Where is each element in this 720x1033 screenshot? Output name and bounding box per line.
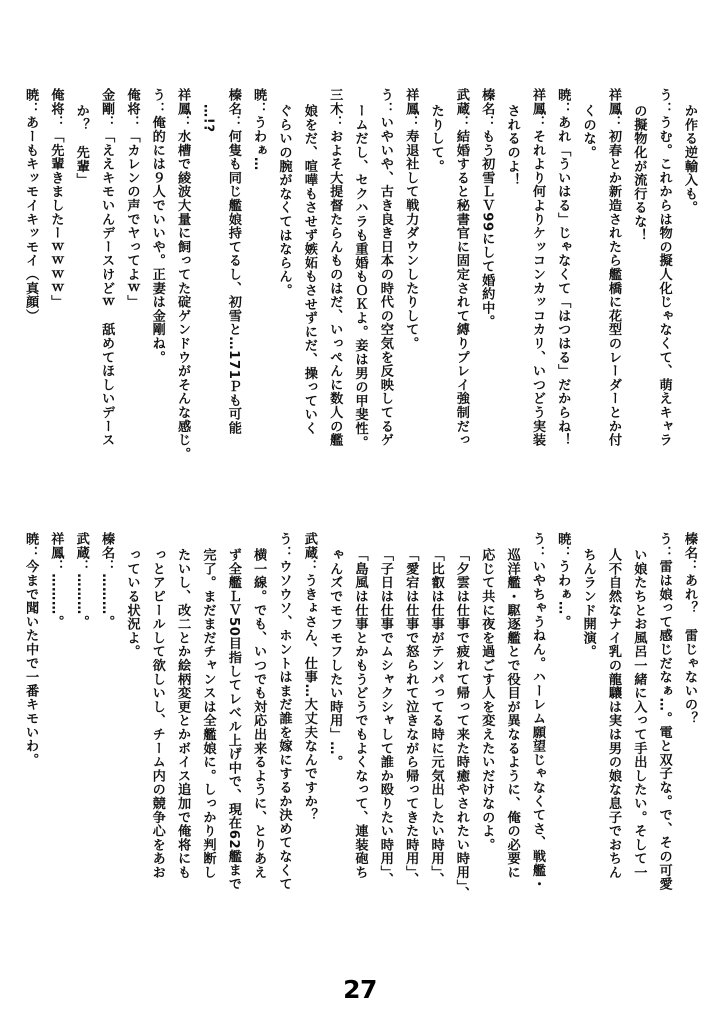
dialogue-line: い娘たちとお風呂一緒に入って手出したい。そして一 [631,548,647,880]
dialogue-line: 榛名：何隻も同じ艦娘持てるし、初雪と…171Ｐも可能 [225,88,241,435]
dialogue-line: 暁：今まで聞いた中で一番キモいわ。 [23,532,39,767]
page-number: 27 [343,975,377,1004]
dialogue-line: 祥鳳：それより何よりケッコンカッコカリ、いつどう実装 [529,88,545,447]
afterword-dialogue-upper-block [23,88,702,488]
dialogue-line: 巡洋艦・駆逐艦とで役目が異なるように、俺の必要に [504,548,520,880]
dialogue-line: か作る逆輸入も。 [682,104,697,215]
dialogue-line: 武蔵：うきょさん、仕事…大丈夫なんですか？ [301,532,317,822]
dialogue-line: 金剛：「ええキモいんデースけどｗ 舐めてほしいデース [99,88,115,447]
dialogue-line: 俺将：「先輩きましたーｗｗｗｗ」 [48,88,64,309]
dialogue-line: 祥鳳：寿退社して戦力ダウンしたりして。 [403,88,419,351]
dialogue-line: 俺将：「カレンの声でヤってよｗ」 [124,88,140,309]
dialogue-line: ゃんズでモフモフしたい時用」…。 [327,548,343,769]
dialogue-line: 暁：あーもキッモイキッモイ（真顔） [23,88,39,323]
dialogue-line: 横一線。でも、いつでも対応出来るように、とりあえ [251,548,267,880]
dialogue-line: 榛名：あれ？ 雷じゃないの？ [682,532,697,726]
dialogue-line: 人不自然なナイ乳の龍驤は実は男の娘な息子でおちん [605,548,621,880]
dialogue-line: ちんランド開演。 [580,548,596,659]
dialogue-line: 暁：うわぁ… [251,88,267,171]
dialogue-line: 「愛宕は仕事で怒られて泣きながら帰ってきた時用」、 [403,548,419,887]
dialogue-line: う：うむ。これからは物の擬人化じゃなくて、萌えキャラ [656,88,672,447]
dialogue-line: 完了。まだまだチャンスは全艦娘に。しっかり判断し [200,548,216,880]
dialogue-line: 応じて共に夜を過ごす人を変えたいだけなのよ。 [479,548,495,852]
dialogue-line: っている状況よ。 [124,548,140,659]
dialogue-line: 榛名：もう初雪ＬＶ99にして婚約中。 [479,88,495,329]
dialogue-line: ぐらいの腕がなくてはならん。 [276,104,292,298]
dialogue-line: 三木：およそ大提督たらんものはだ、いっぺんに数人の艦 [327,88,343,447]
dialogue-line: か？ 先輩」 [73,104,89,187]
dialogue-line: う：雷は娘って感じだなぁ…。電と双子な。で、その可愛 [656,532,672,891]
dialogue-line: 暁：あれ「ういはる」じゃなくて「はつはる」だからね！ [555,88,571,447]
dialogue-line: 「夕雲は仕事で疲れて帰って来た時癒やされたい時用」、 [453,548,469,901]
dialogue-line: 武蔵：………。 [73,532,89,629]
dialogue-line: 暁：うわぁ…。 [555,532,571,629]
dialogue-line: ず全艦ＬＶ50目指してレベル上げ中で、現在62艦まで [225,548,241,891]
dialogue-line: 「子日は仕事でムシャクシャして誰か殴りたい時用」、 [377,548,393,887]
dialogue-line: う：いやちゃうねん。ハーレム願望じゃなくてさ、戦艦・ [529,532,545,891]
dialogue-line: う：俺的には９人でいいや。正妻は金剛ね。 [149,88,165,364]
dialogue-line: …!? [200,104,216,133]
dialogue-line: くのな。 [580,104,596,160]
dialogue-line: 祥鳳：………。 [48,532,64,629]
dialogue-line: ームだし、セクハラも重婚もＯＫよ。妾は男の甲斐性。 [352,104,368,449]
dialogue-line: う：いやいや、古き良き日本の時代の空気を反映してるゲ [377,88,393,447]
dialogue-line: 「比叡は仕事がテンパってる時に元気出したい時用」、 [428,548,444,887]
afterword-dialogue-lower-block [23,532,702,932]
dialogue-line: 娘をだ、喧嘩もさせず嫉妬もさせずにだ、操っていく [301,104,317,436]
dialogue-line: たりして。 [428,104,444,173]
dialogue-line: っとアピールして欲しいし、チーム内の競争心をあお [149,548,165,880]
dialogue-line: 「島風は仕事とかもうどうでもよくなって、連装砲ち [352,548,368,880]
dialogue-line: 祥鳳：水槽で綾波大量に飼ってた碇ゲンドウがそんな感じ。 [175,88,191,461]
dialogue-line: たいし、改二とか絵柄変更とかボイス追加で俺将にも [175,548,191,880]
dialogue-line: 祥鳳：初春とか新造されたら艦橋に花型のレーダーとか付 [605,88,621,447]
dialogue-line: 榛名：………。 [99,532,115,629]
dialogue-line: 武蔵：結婚すると秘書官に固定されて縛りプレイ強制だっ [453,88,469,447]
dialogue-line: う：ウソウソ、ホントはまだ誰を嫁にするか決めてなくて [276,532,292,891]
dialogue-line: の擬物化が流行るな！ [631,104,647,242]
dialogue-line: されるのよ！ [504,104,520,187]
